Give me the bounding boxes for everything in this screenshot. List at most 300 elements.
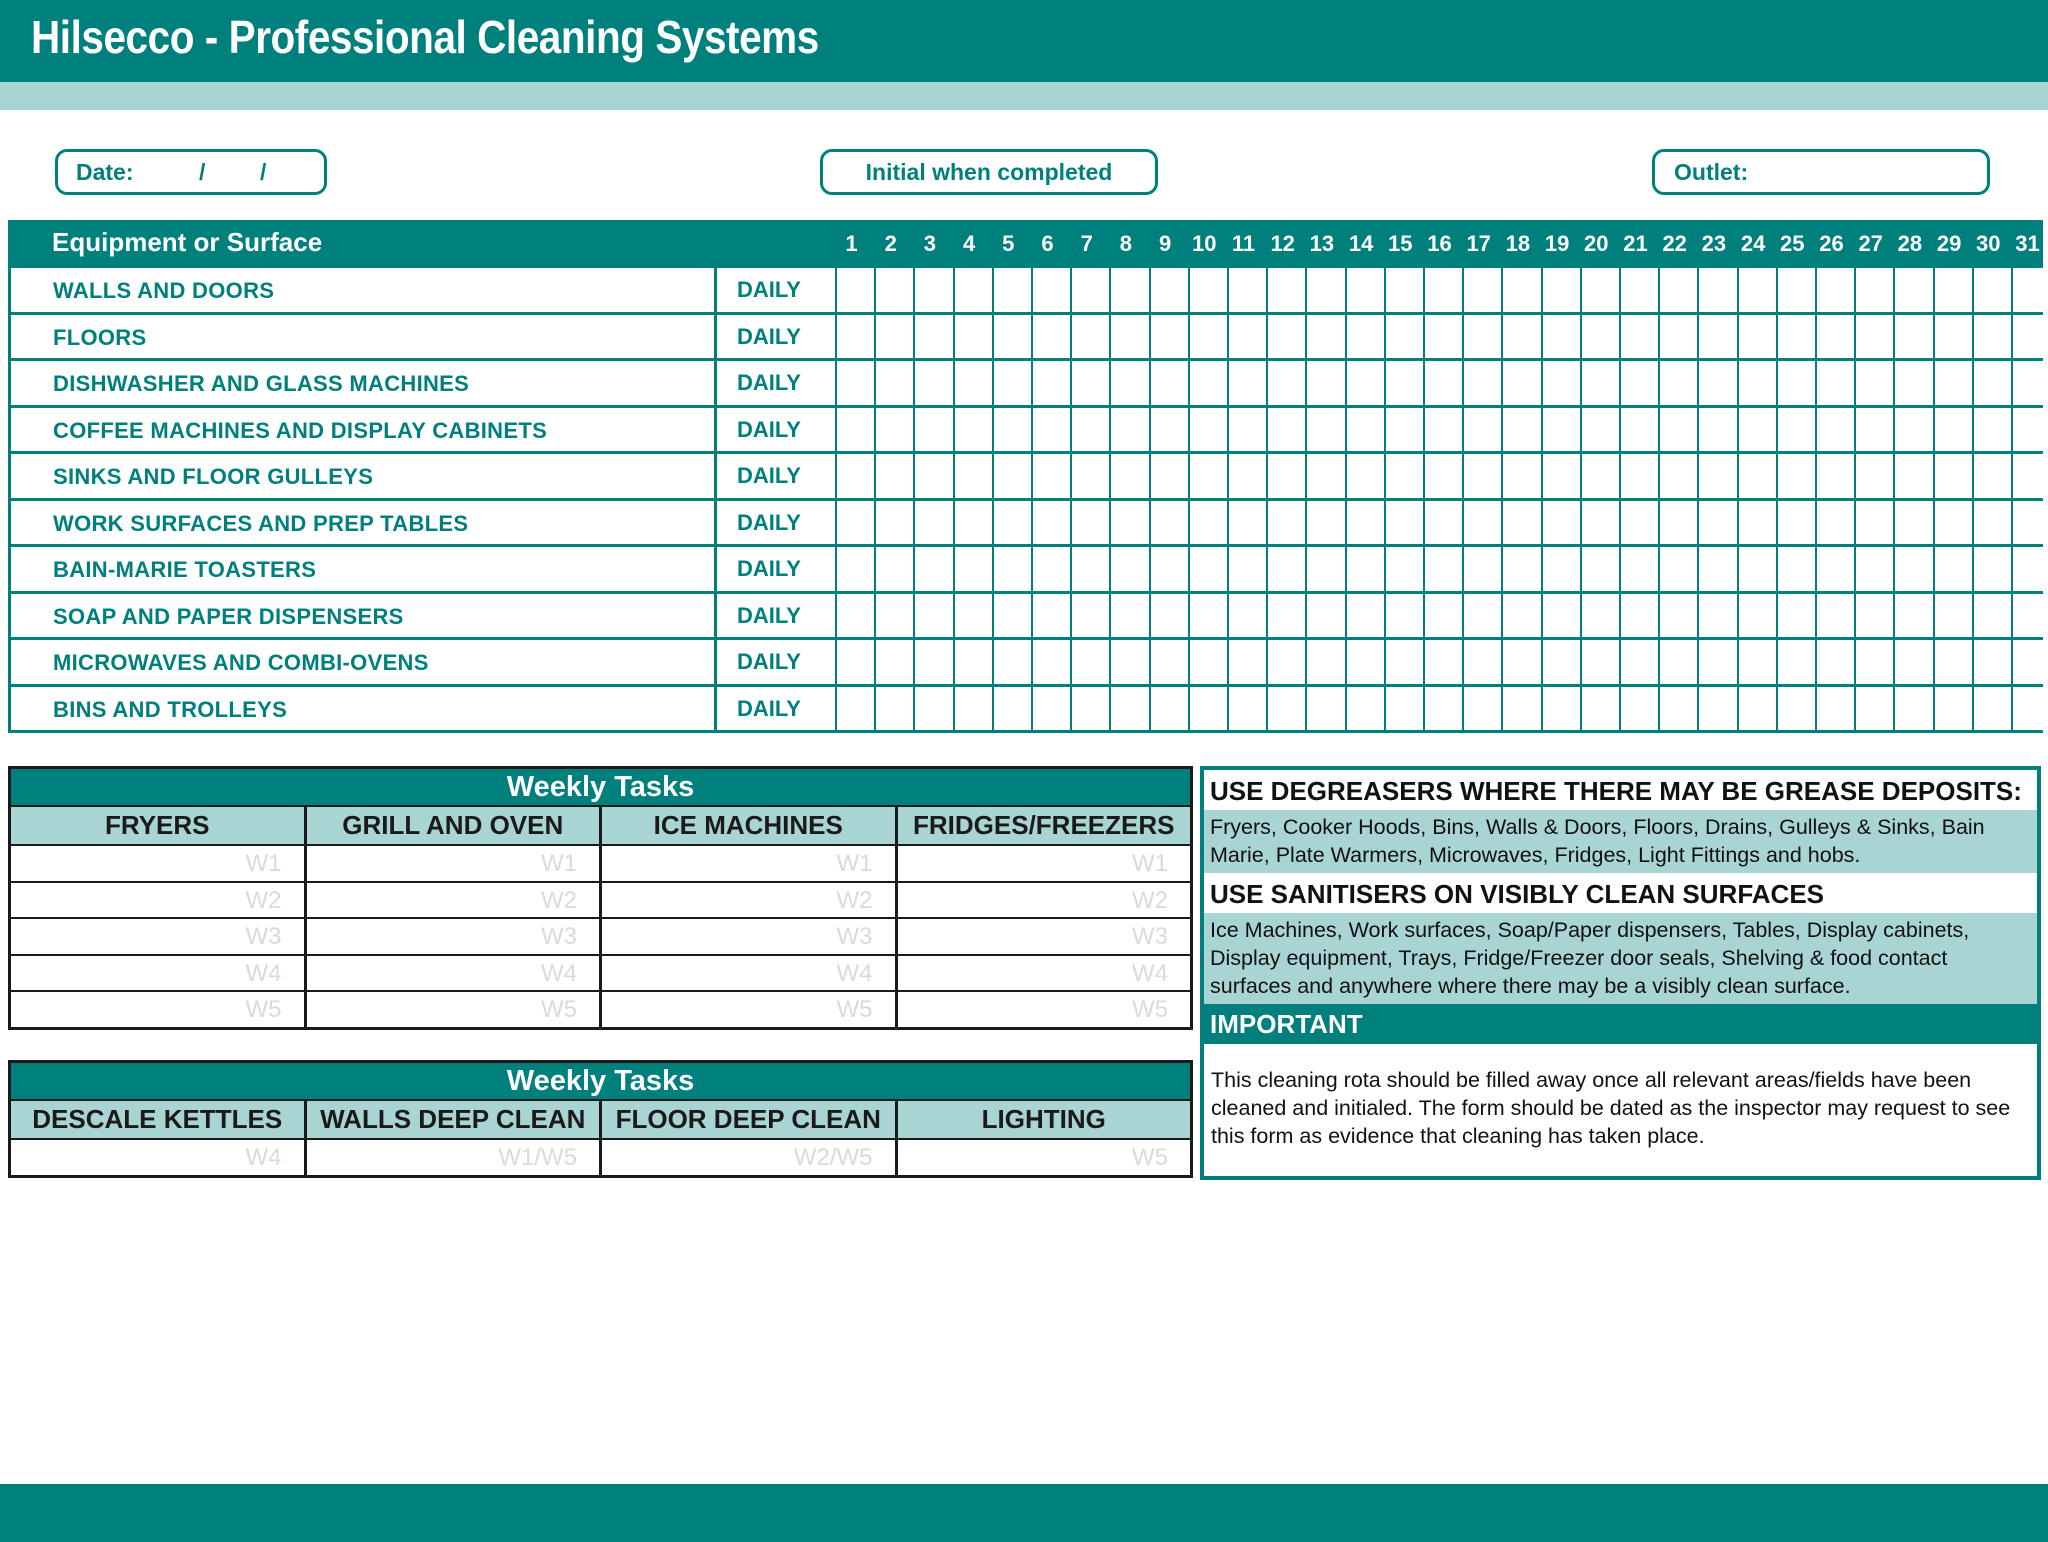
initial-cell[interactable] [1149,501,1188,545]
initial-cell[interactable] [1854,640,1893,684]
initial-cell[interactable] [953,640,992,684]
initial-cell[interactable] [2011,640,2048,684]
initial-cell[interactable] [1305,315,1344,359]
initial-cell[interactable] [1423,640,1462,684]
initial-cell[interactable] [1188,408,1227,452]
initial-cell[interactable] [1188,268,1227,312]
initial-cell[interactable] [1423,547,1462,591]
initial-cell[interactable] [1580,408,1619,452]
initial-cell[interactable] [2011,268,2048,312]
initial-cell[interactable] [1345,594,1384,638]
weekly-cell[interactable]: W5 [602,990,898,1027]
initial-cell[interactable] [1933,315,1972,359]
initial-cell[interactable] [1815,361,1854,405]
initial-cell[interactable] [1893,594,1932,638]
initial-cell[interactable] [1776,268,1815,312]
initial-cell[interactable] [835,501,874,545]
initial-cell[interactable] [1031,547,1070,591]
initial-cell[interactable] [1070,640,1109,684]
initial-cell[interactable] [1697,454,1736,498]
initial-cell[interactable] [1541,640,1580,684]
initial-cell[interactable] [1658,547,1697,591]
initial-cell[interactable] [1893,361,1932,405]
initial-cell[interactable] [992,454,1031,498]
initial-cell[interactable] [874,547,913,591]
initial-cell[interactable] [1697,315,1736,359]
initial-cell[interactable] [1619,547,1658,591]
weekly-cell[interactable]: W1 [11,844,307,881]
initial-cell[interactable] [2011,454,2048,498]
initial-cell[interactable] [1070,268,1109,312]
initial-cell[interactable] [874,501,913,545]
initial-cell[interactable] [953,315,992,359]
initial-cell[interactable] [1697,361,1736,405]
initial-cell[interactable] [1737,547,1776,591]
initial-cell[interactable] [1776,408,1815,452]
initial-cell[interactable] [1933,594,1972,638]
initial-cell[interactable] [1423,594,1462,638]
initial-cell[interactable] [1462,501,1501,545]
initial-cell[interactable] [1109,361,1148,405]
initial-cell[interactable] [992,501,1031,545]
initial-cell[interactable] [913,361,952,405]
initial-cell[interactable] [1658,640,1697,684]
initial-cell[interactable] [874,315,913,359]
initial-cell[interactable] [1149,687,1188,731]
initial-cell[interactable] [1109,408,1148,452]
initial-cell[interactable] [1384,501,1423,545]
initial-cell[interactable] [1933,640,1972,684]
initial-cell[interactable] [1031,361,1070,405]
weekly-cell[interactable]: W3 [11,917,307,954]
initial-cell[interactable] [1109,454,1148,498]
weekly-cell[interactable]: W2 [602,881,898,918]
initial-cell[interactable] [992,594,1031,638]
initial-cell[interactable] [1462,361,1501,405]
initial-cell[interactable] [1305,361,1344,405]
initial-cell[interactable] [1423,268,1462,312]
initial-cell[interactable] [1541,594,1580,638]
initial-cell[interactable] [1188,687,1227,731]
initial-cell[interactable] [1345,547,1384,591]
initial-cell[interactable] [1815,640,1854,684]
initial-cell[interactable] [1972,687,2011,731]
initial-cell[interactable] [1227,501,1266,545]
initial-cell[interactable] [1580,361,1619,405]
initial-cell[interactable] [1501,408,1540,452]
initial-cell[interactable] [1893,268,1932,312]
initial-cell[interactable] [1776,594,1815,638]
initial-cell[interactable] [835,315,874,359]
initial-cell[interactable] [874,408,913,452]
initial-cell[interactable] [1580,501,1619,545]
initial-cell[interactable] [1423,687,1462,731]
initial-cell[interactable] [1227,547,1266,591]
initial-cell[interactable] [1893,501,1932,545]
initial-cell[interactable] [1737,268,1776,312]
weekly-cell[interactable]: W2 [898,881,1191,918]
initial-cell[interactable] [913,315,952,359]
initial-cell[interactable] [1776,315,1815,359]
initial-cell[interactable] [1423,454,1462,498]
initial-cell[interactable] [1658,454,1697,498]
initial-cell[interactable] [913,594,952,638]
initial-cell[interactable] [1776,454,1815,498]
initial-cell[interactable] [1423,408,1462,452]
initial-cell[interactable] [835,408,874,452]
initial-cell[interactable] [1227,408,1266,452]
initial-cell[interactable] [913,501,952,545]
initial-cell[interactable] [1697,501,1736,545]
initial-cell[interactable] [1737,640,1776,684]
initial-cell[interactable] [1109,315,1148,359]
initial-cell[interactable] [1972,640,2011,684]
initial-cell[interactable] [1541,454,1580,498]
initial-cell[interactable] [953,361,992,405]
initial-cell[interactable] [1658,361,1697,405]
weekly-cell[interactable]: W5 [307,990,603,1027]
initial-cell[interactable] [1658,408,1697,452]
initial-cell[interactable] [835,361,874,405]
initial-cell[interactable] [1933,454,1972,498]
initial-cell[interactable] [1266,454,1305,498]
initial-cell[interactable] [1070,315,1109,359]
initial-cell[interactable] [1854,315,1893,359]
initial-cell[interactable] [1384,361,1423,405]
initial-cell[interactable] [2011,408,2048,452]
initial-cell[interactable] [835,640,874,684]
initial-cell[interactable] [835,547,874,591]
initial-cell[interactable] [1227,454,1266,498]
initial-cell[interactable] [1188,594,1227,638]
date-field[interactable] [55,149,327,195]
initial-cell[interactable] [1972,594,2011,638]
initial-cell[interactable] [1149,547,1188,591]
initial-cell[interactable] [1619,594,1658,638]
initial-cell[interactable] [1854,408,1893,452]
initial-cell[interactable] [1972,547,2011,591]
initial-cell[interactable] [953,454,992,498]
initial-cell[interactable] [1109,640,1148,684]
initial-cell[interactable] [1462,454,1501,498]
initial-cell[interactable] [1188,454,1227,498]
initial-cell[interactable] [1697,408,1736,452]
initial-cell[interactable] [1658,501,1697,545]
initial-cell[interactable] [1776,640,1815,684]
initial-cell[interactable] [1501,268,1540,312]
initial-cell[interactable] [1815,315,1854,359]
initial-cell[interactable] [953,547,992,591]
initial-cell[interactable] [1580,640,1619,684]
initial-cell[interactable] [1776,501,1815,545]
initial-cell[interactable] [1345,268,1384,312]
initial-cell[interactable] [1109,594,1148,638]
initial-cell[interactable] [992,687,1031,731]
initial-cell[interactable] [1266,408,1305,452]
weekly-cell[interactable]: W4 [602,954,898,991]
initial-cell[interactable] [1070,547,1109,591]
initial-cell[interactable] [1462,268,1501,312]
outlet-field[interactable] [1652,149,1990,195]
weekly-cell[interactable]: W5 [898,990,1191,1027]
initial-cell[interactable] [1541,501,1580,545]
initial-cell[interactable] [835,268,874,312]
initial-cell[interactable] [1854,361,1893,405]
initial-cell[interactable] [992,268,1031,312]
weekly-cell[interactable]: W1 [898,844,1191,881]
initial-cell[interactable] [913,640,952,684]
initial-cell[interactable] [1815,268,1854,312]
initial-cell[interactable] [1776,687,1815,731]
initial-cell[interactable] [1305,454,1344,498]
initial-cell[interactable] [1972,315,2011,359]
initial-cell[interactable] [2011,687,2048,731]
initial-cell[interactable] [1541,547,1580,591]
initial-cell[interactable] [1462,687,1501,731]
initial-cell[interactable] [1972,361,2011,405]
initial-cell[interactable] [1541,408,1580,452]
initial-cell[interactable] [2011,315,2048,359]
initial-cell[interactable] [1462,547,1501,591]
initial-cell[interactable] [1109,547,1148,591]
initial-cell[interactable] [1149,594,1188,638]
initial-cell[interactable] [1384,687,1423,731]
initial-cell[interactable] [1815,501,1854,545]
initial-cell[interactable] [1501,547,1540,591]
initial-cell[interactable] [1345,687,1384,731]
initial-cell[interactable] [1697,594,1736,638]
initial-cell[interactable] [1266,361,1305,405]
initial-cell[interactable] [1462,640,1501,684]
initial-cell[interactable] [1031,408,1070,452]
weekly-cell[interactable]: W3 [307,917,603,954]
initial-cell[interactable] [1384,547,1423,591]
initial-cell[interactable] [1658,268,1697,312]
weekly-cell[interactable]: W2 [11,881,307,918]
initial-cell[interactable] [1893,315,1932,359]
initial-cell[interactable] [1070,501,1109,545]
initial-cell[interactable] [1031,687,1070,731]
initial-cell[interactable] [1933,501,1972,545]
initial-cell[interactable] [1423,315,1462,359]
initial-cell[interactable] [1423,361,1462,405]
initial-cell[interactable] [992,640,1031,684]
initial-cell[interactable] [1697,687,1736,731]
initial-cell[interactable] [1266,315,1305,359]
initial-cell[interactable] [953,594,992,638]
initial-cell[interactable] [1933,687,1972,731]
initial-cell[interactable] [1345,640,1384,684]
initial-cell[interactable] [1462,594,1501,638]
initial-cell[interactable] [1423,501,1462,545]
initial-cell[interactable] [1658,594,1697,638]
initial-cell[interactable] [1933,547,1972,591]
initial-cell[interactable] [1501,594,1540,638]
initial-cell[interactable] [1266,687,1305,731]
initial-cell[interactable] [992,361,1031,405]
initial-cell[interactable] [1345,454,1384,498]
initial-cell[interactable] [1619,408,1658,452]
initial-cell[interactable] [1501,501,1540,545]
initial-cell[interactable] [1345,501,1384,545]
initial-cell[interactable] [1933,268,1972,312]
initial-cell[interactable] [874,640,913,684]
initial-cell[interactable] [992,315,1031,359]
initial-cell[interactable] [874,687,913,731]
initial-cell[interactable] [1580,547,1619,591]
initial-cell[interactable] [992,408,1031,452]
initial-cell[interactable] [1854,454,1893,498]
initial-cell[interactable] [1305,640,1344,684]
initial-cell[interactable] [1462,315,1501,359]
initial-cell[interactable] [1031,640,1070,684]
initial-cell[interactable] [953,501,992,545]
initial-cell[interactable] [1384,268,1423,312]
initial-cell[interactable] [1227,361,1266,405]
initial-cell[interactable] [1854,687,1893,731]
initial-cell[interactable] [1697,268,1736,312]
initial-cell[interactable] [1070,408,1109,452]
initial-cell[interactable] [1384,454,1423,498]
initial-cell[interactable] [874,454,913,498]
initial-cell[interactable] [913,547,952,591]
initial-cell[interactable] [1541,268,1580,312]
initial-cell[interactable] [1541,687,1580,731]
initial-cell[interactable] [2011,594,2048,638]
initial-cell[interactable] [1149,268,1188,312]
initial-cell[interactable] [1619,361,1658,405]
initial-cell[interactable] [1227,640,1266,684]
initial-cell[interactable] [1305,594,1344,638]
initial-cell[interactable] [1854,594,1893,638]
initial-cell[interactable] [1619,315,1658,359]
initial-cell[interactable] [1697,640,1736,684]
weekly-cell[interactable]: W3 [898,917,1191,954]
initial-cell[interactable] [1266,501,1305,545]
initial-cell[interactable] [1501,361,1540,405]
initial-cell[interactable] [1345,315,1384,359]
initial-cell[interactable] [835,687,874,731]
initial-cell[interactable] [1266,268,1305,312]
initial-cell[interactable] [1188,361,1227,405]
initial-cell[interactable] [992,547,1031,591]
initial-cell[interactable] [1070,361,1109,405]
weekly-cell[interactable]: W2 [307,881,603,918]
initial-cell[interactable] [1776,547,1815,591]
initial-cell[interactable] [1815,547,1854,591]
initial-cell[interactable] [835,454,874,498]
initial-cell[interactable] [1305,501,1344,545]
initial-cell[interactable] [1188,315,1227,359]
initial-cell[interactable] [874,268,913,312]
initial-cell[interactable] [1109,501,1148,545]
initial-cell[interactable] [1541,315,1580,359]
initial-cell[interactable] [1893,454,1932,498]
initial-cell[interactable] [1109,687,1148,731]
initial-cell[interactable] [2011,547,2048,591]
initial-cell[interactable] [1619,454,1658,498]
initial-cell[interactable] [1815,594,1854,638]
initial-cell[interactable] [1227,687,1266,731]
initial-cell[interactable] [1188,640,1227,684]
initial-cell[interactable] [1737,594,1776,638]
weekly-cell[interactable]: W3 [602,917,898,954]
weekly-cell[interactable]: W5 [898,1138,1191,1175]
initial-cell[interactable] [1737,361,1776,405]
initial-cell[interactable] [2011,361,2048,405]
initial-cell[interactable] [1501,640,1540,684]
initial-cell[interactable] [874,361,913,405]
initial-cell[interactable] [1854,547,1893,591]
initial-cell[interactable] [1070,454,1109,498]
weekly-cell[interactable]: W4 [898,954,1191,991]
initial-cell[interactable] [1737,454,1776,498]
initial-cell[interactable] [835,594,874,638]
initial-cell[interactable] [2011,501,2048,545]
initial-cell[interactable] [1619,640,1658,684]
initial-cell[interactable] [1972,501,2011,545]
weekly-cell[interactable]: W1 [307,844,603,881]
initial-cell[interactable] [1031,315,1070,359]
initial-cell[interactable] [1266,640,1305,684]
initial-cell[interactable] [1815,454,1854,498]
initial-cell[interactable] [1933,361,1972,405]
initial-cell[interactable] [1580,594,1619,638]
initial-cell[interactable] [953,408,992,452]
initial-cell[interactable] [1501,315,1540,359]
initial-cell[interactable] [1149,408,1188,452]
initial-cell[interactable] [1893,408,1932,452]
initial-cell[interactable] [913,454,952,498]
weekly-cell[interactable]: W4 [11,1138,307,1175]
initial-cell[interactable] [1619,501,1658,545]
initial-cell[interactable] [913,268,952,312]
initial-cell[interactable] [953,268,992,312]
initial-cell[interactable] [1658,687,1697,731]
initial-cell[interactable] [1580,454,1619,498]
initial-cell[interactable] [1580,687,1619,731]
initial-cell[interactable] [1854,501,1893,545]
initial-cell[interactable] [874,594,913,638]
initial-cell[interactable] [1227,315,1266,359]
initial-cell[interactable] [1227,594,1266,638]
initial-cell[interactable] [1266,547,1305,591]
initial-cell[interactable] [1109,268,1148,312]
weekly-cell[interactable]: W1 [602,844,898,881]
weekly-cell[interactable]: W4 [307,954,603,991]
initial-cell[interactable] [1070,687,1109,731]
initial-cell[interactable] [1305,547,1344,591]
initial-cell[interactable] [1188,501,1227,545]
initial-cell[interactable] [1149,361,1188,405]
initial-cell[interactable] [953,687,992,731]
initial-cell[interactable] [1737,687,1776,731]
weekly-cell[interactable]: W2/W5 [602,1138,898,1175]
initial-cell[interactable] [1384,408,1423,452]
initial-cell[interactable] [1227,268,1266,312]
initial-cell[interactable] [1580,315,1619,359]
initial-cell[interactable] [1462,408,1501,452]
initial-cell[interactable] [1188,547,1227,591]
initial-cell[interactable] [1580,268,1619,312]
initial-cell[interactable] [1031,268,1070,312]
initial-cell[interactable] [1149,454,1188,498]
initial-cell[interactable] [1815,687,1854,731]
initial-cell[interactable] [1619,687,1658,731]
weekly-cell[interactable]: W4 [11,954,307,991]
initial-cell[interactable] [1619,268,1658,312]
initial-cell[interactable] [1972,408,2011,452]
